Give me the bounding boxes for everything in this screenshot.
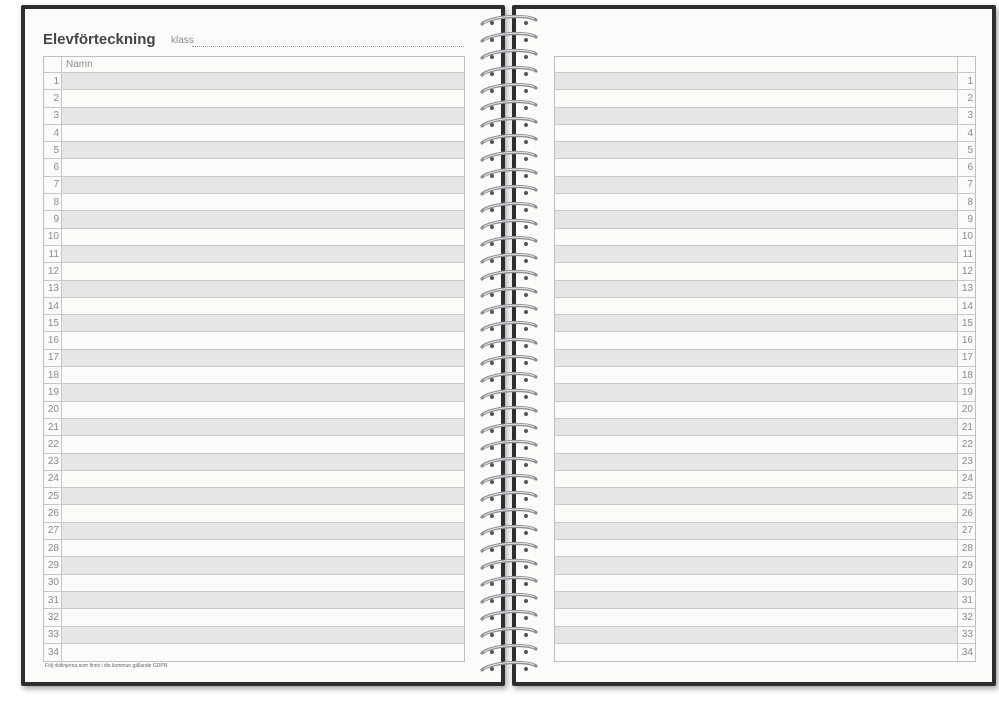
row-number: 7 [44, 177, 62, 193]
table-row[interactable] [555, 471, 975, 488]
row-number: 29 [44, 557, 62, 573]
row-number: 21 [44, 419, 62, 435]
table-row[interactable] [44, 436, 464, 453]
row-number: 27 [44, 523, 62, 539]
name-column-header: Namn [66, 59, 93, 70]
row-number: 23 [957, 454, 975, 470]
spiral-loop [482, 577, 536, 586]
row-number: 3 [957, 108, 975, 124]
table-row[interactable] [44, 367, 464, 384]
table-row[interactable] [555, 523, 975, 540]
row-number: 13 [44, 281, 62, 297]
table-row[interactable] [555, 281, 975, 298]
row-number: 17 [44, 350, 62, 366]
table-row[interactable] [44, 90, 464, 107]
spiral-loop [482, 560, 536, 569]
row-number: 32 [957, 609, 975, 625]
spiral-loop [482, 458, 536, 467]
row-number: 9 [957, 211, 975, 227]
spiral-loop [482, 16, 536, 25]
footnote: Följ riktlinjerna som finns i din kommun gällande GDPR. [45, 663, 169, 669]
table-row[interactable] [555, 350, 975, 367]
table-row[interactable] [44, 194, 464, 211]
table-row[interactable] [555, 177, 975, 194]
table-row[interactable] [555, 384, 975, 401]
table-row[interactable] [555, 315, 975, 332]
row-number: 2 [957, 90, 975, 106]
table-row[interactable] [44, 211, 464, 228]
spiral-loop [482, 339, 536, 348]
row-number: 12 [44, 263, 62, 279]
row-number: 30 [44, 575, 62, 591]
table-row[interactable] [555, 108, 975, 125]
spiral-loop [482, 526, 536, 535]
row-number: 8 [44, 194, 62, 210]
row-number: 21 [957, 419, 975, 435]
spiral-loop [482, 118, 536, 127]
table-row[interactable] [555, 125, 975, 142]
row-number: 14 [44, 298, 62, 314]
row-number: 18 [44, 367, 62, 383]
spiral-loop [482, 152, 536, 161]
row-number: 26 [957, 505, 975, 521]
spiral-loop [482, 220, 536, 229]
spiral-loop [482, 594, 536, 603]
spiral-loop [482, 305, 536, 314]
row-number: 7 [957, 177, 975, 193]
spiral-loop [482, 509, 536, 518]
spiral-loop [482, 543, 536, 552]
spiral-loop [482, 237, 536, 246]
row-number: 10 [44, 229, 62, 245]
spiral-loop [482, 186, 536, 195]
table-row[interactable] [555, 609, 975, 626]
row-number: 4 [957, 125, 975, 141]
spiral-loop [482, 254, 536, 263]
table-row[interactable] [44, 592, 464, 609]
table-row[interactable] [44, 384, 464, 401]
table-row[interactable] [44, 73, 464, 90]
table-row[interactable] [555, 229, 975, 246]
row-number: 27 [957, 523, 975, 539]
row-number: 8 [957, 194, 975, 210]
row-number: 3 [44, 108, 62, 124]
table-row[interactable] [44, 540, 464, 557]
spiral-loop [482, 492, 536, 501]
table-row[interactable] [44, 350, 464, 367]
spiral-loop [482, 271, 536, 280]
row-number: 29 [957, 557, 975, 573]
spiral-loop [482, 407, 536, 416]
row-number: 26 [44, 505, 62, 521]
table-row[interactable] [44, 315, 464, 332]
table-row[interactable] [44, 125, 464, 142]
row-number: 10 [957, 229, 975, 245]
row-number: 20 [957, 402, 975, 418]
spiral-loop [482, 67, 536, 76]
table-row[interactable] [555, 263, 975, 280]
table-row[interactable] [555, 298, 975, 315]
table-row[interactable] [44, 177, 464, 194]
spiral-loop [482, 475, 536, 484]
student-table-left [43, 56, 465, 662]
row-number: 24 [957, 471, 975, 487]
table-row[interactable] [44, 557, 464, 574]
table-row[interactable] [44, 142, 464, 159]
row-number: 13 [957, 281, 975, 297]
class-label: klass [171, 35, 194, 46]
table-row[interactable] [44, 298, 464, 315]
table-row[interactable] [555, 90, 975, 107]
table-row[interactable] [555, 644, 975, 661]
table-row[interactable] [555, 592, 975, 609]
table-row[interactable] [44, 159, 464, 176]
table-row[interactable] [555, 488, 975, 505]
row-number: 11 [957, 246, 975, 262]
table-row[interactable] [555, 159, 975, 176]
spiral-loop [482, 356, 536, 365]
table-row[interactable] [555, 419, 975, 436]
row-number: 1 [957, 73, 975, 89]
spiral-loop [482, 628, 536, 637]
spiral-loop [482, 441, 536, 450]
table-row[interactable] [555, 402, 975, 419]
table-row[interactable] [44, 523, 464, 540]
table-row[interactable] [555, 627, 975, 644]
table-row[interactable] [44, 627, 464, 644]
row-number: 31 [957, 592, 975, 608]
student-table-right [554, 56, 976, 662]
spiral-loop [482, 33, 536, 42]
row-number: 14 [957, 298, 975, 314]
table-row[interactable] [44, 263, 464, 280]
spiral-loop [482, 50, 536, 59]
spiral-loop [482, 135, 536, 144]
number-header-cell [44, 57, 62, 72]
spiral-loop [482, 203, 536, 212]
table-row[interactable] [44, 644, 464, 661]
table-row[interactable] [44, 419, 464, 436]
table-header-row [44, 57, 464, 73]
left-page [25, 9, 501, 682]
spiral-loop [482, 373, 536, 382]
table-row[interactable] [44, 609, 464, 626]
row-number: 33 [957, 627, 975, 643]
table-row[interactable] [555, 142, 975, 159]
table-row[interactable] [44, 471, 464, 488]
row-number: 28 [957, 540, 975, 556]
row-number: 15 [44, 315, 62, 331]
row-number: 34 [957, 644, 975, 661]
table-row[interactable] [555, 505, 975, 522]
row-number: 30 [957, 575, 975, 591]
spiral-loop [482, 424, 536, 433]
row-number: 34 [44, 644, 62, 661]
row-number: 23 [44, 454, 62, 470]
row-number: 16 [44, 332, 62, 348]
row-number: 6 [957, 159, 975, 175]
table-row[interactable] [44, 402, 464, 419]
table-row[interactable] [44, 281, 464, 298]
row-number: 18 [957, 367, 975, 383]
row-number: 17 [957, 350, 975, 366]
table-row[interactable] [555, 540, 975, 557]
spiral-loop [482, 101, 536, 110]
row-number: 5 [44, 142, 62, 158]
table-row[interactable] [44, 575, 464, 592]
spiral-loop [482, 84, 536, 93]
spiral-loop [482, 322, 536, 331]
row-number: 4 [44, 125, 62, 141]
table-row[interactable] [555, 211, 975, 228]
row-number: 33 [44, 627, 62, 643]
spiral-loop [482, 662, 536, 671]
spiral-binding-icon [476, 10, 542, 682]
table-row[interactable] [555, 367, 975, 384]
table-row[interactable] [44, 332, 464, 349]
row-number: 25 [44, 488, 62, 504]
row-number: 28 [44, 540, 62, 556]
row-number: 16 [957, 332, 975, 348]
row-number: 19 [957, 384, 975, 400]
row-number: 25 [957, 488, 975, 504]
spiral-loop [482, 288, 536, 297]
table-row[interactable] [44, 505, 464, 522]
row-number: 24 [44, 471, 62, 487]
row-number: 1 [44, 73, 62, 89]
table-row[interactable] [555, 332, 975, 349]
row-number: 20 [44, 402, 62, 418]
table-row[interactable] [555, 454, 975, 471]
row-number: 2 [44, 90, 62, 106]
row-number: 32 [44, 609, 62, 625]
table-row[interactable] [44, 488, 464, 505]
table-row[interactable] [555, 575, 975, 592]
table-row[interactable] [44, 108, 464, 125]
table-row[interactable] [555, 73, 975, 90]
table-row[interactable] [555, 436, 975, 453]
table-row[interactable] [555, 194, 975, 211]
spiral-loop [482, 390, 536, 399]
number-header-cell [957, 57, 975, 72]
row-number: 11 [44, 246, 62, 262]
spiral-loop [482, 169, 536, 178]
spiral-loop [482, 611, 536, 620]
row-number: 19 [44, 384, 62, 400]
table-row[interactable] [555, 246, 975, 263]
table-row[interactable] [44, 229, 464, 246]
row-number: 22 [957, 436, 975, 452]
spiral-loop [482, 645, 536, 654]
row-number: 22 [44, 436, 62, 452]
table-header-row [555, 57, 975, 73]
right-page [516, 9, 992, 682]
row-number: 31 [44, 592, 62, 608]
table-row[interactable] [555, 557, 975, 574]
table-row[interactable] [44, 246, 464, 263]
row-number: 9 [44, 211, 62, 227]
class-line[interactable] [192, 46, 464, 47]
row-number: 15 [957, 315, 975, 331]
table-row[interactable] [44, 454, 464, 471]
page-title: Elevförteckning [43, 31, 156, 48]
row-number: 6 [44, 159, 62, 175]
row-number: 12 [957, 263, 975, 279]
row-number: 5 [957, 142, 975, 158]
